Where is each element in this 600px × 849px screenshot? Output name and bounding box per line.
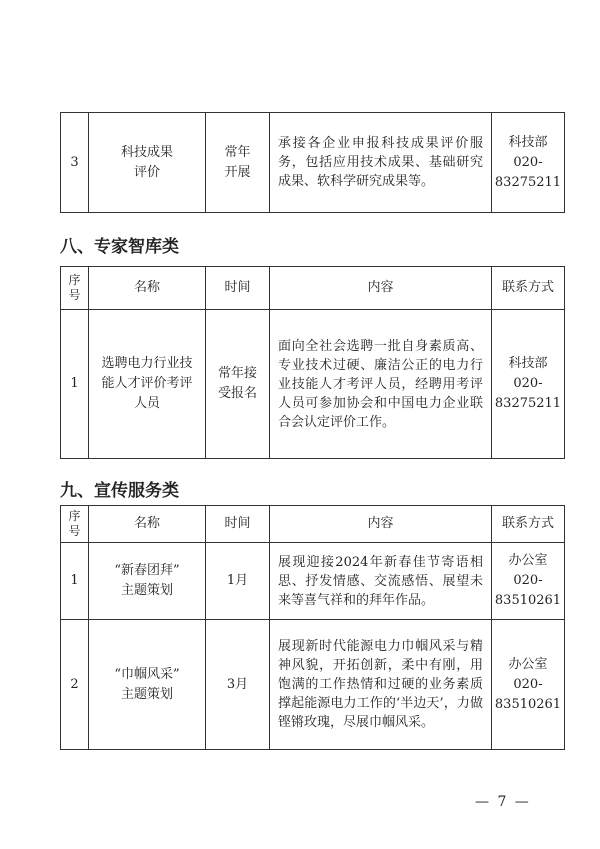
row-index: 2 [61, 620, 89, 750]
row-contact: 科技部 020-83275211 [492, 310, 565, 459]
table-row [61, 543, 565, 620]
row-time: 3月 [206, 620, 270, 750]
header-time: 时间 [206, 506, 270, 543]
header-index: 序 号 [61, 506, 89, 543]
section-title-expert-think-tank: 八、专家智库类 [60, 237, 179, 257]
row-index: 3 [61, 113, 89, 213]
row-name: “巾帼风采” 主题策划 [89, 620, 206, 750]
row-time: 1月 [206, 543, 270, 620]
header-time: 时间 [206, 267, 270, 310]
row-time: 常年 开展 [206, 113, 270, 213]
row-content: 面向全社会选聘一批自身素质高、专业技术过硬、廉洁公正的电力行业技能人才考评人员，经聘用考评人员可参加协会和中国电力企业联合会认定评价工作。 [270, 310, 492, 459]
header-content: 内容 [270, 506, 492, 543]
row-contact: 办公室 020-83510261 [492, 620, 565, 750]
page-number: — 7 — [475, 794, 531, 810]
table-row [61, 310, 565, 459]
header-contact: 联系方式 [492, 506, 565, 543]
publicity-services-table [60, 505, 565, 750]
header-contact: 联系方式 [492, 267, 565, 310]
row-content: 展现新时代能源电力巾帼风采与精神风貌，开拓创新，柔中有刚，用饱满的工作热情和过硬的业务素质撑起能源电力工作的‘半边天’，力做铿锵玫瑰，尽展巾帼风采。 [270, 620, 492, 750]
table-row [61, 113, 565, 213]
expert-think-tank-table [60, 266, 565, 459]
row-content: 展现迎接2024年新春佳节寄语相思、抒发情感、交流感悟、展望未来等喜气祥和的拜年作品。 [270, 543, 492, 620]
table-row [61, 620, 565, 750]
row-contact: 办公室 020-83510261 [492, 543, 565, 620]
row-time: 常年接 受报名 [206, 310, 270, 459]
header-index: 序 号 [61, 267, 89, 310]
continuation-table [60, 112, 565, 213]
row-name: “新春团拜” 主题策划 [89, 543, 206, 620]
table-header-row [61, 267, 565, 310]
table-header-row [61, 506, 565, 543]
header-name: 名称 [89, 267, 206, 310]
row-index: 1 [61, 310, 89, 459]
section-title-publicity-services: 九、宣传服务类 [60, 481, 179, 501]
row-name: 科技成果 评价 [89, 113, 206, 213]
row-name: 选聘电力行业技能人才评价考评人员 [89, 310, 206, 459]
row-index: 1 [61, 543, 89, 620]
header-content: 内容 [270, 267, 492, 310]
header-name: 名称 [89, 506, 206, 543]
row-contact: 科技部 020-83275211 [492, 113, 565, 213]
row-content: 承接各企业申报科技成果评价服务，包括应用技术成果、基础研究成果、软科学研究成果等。 [270, 113, 492, 213]
